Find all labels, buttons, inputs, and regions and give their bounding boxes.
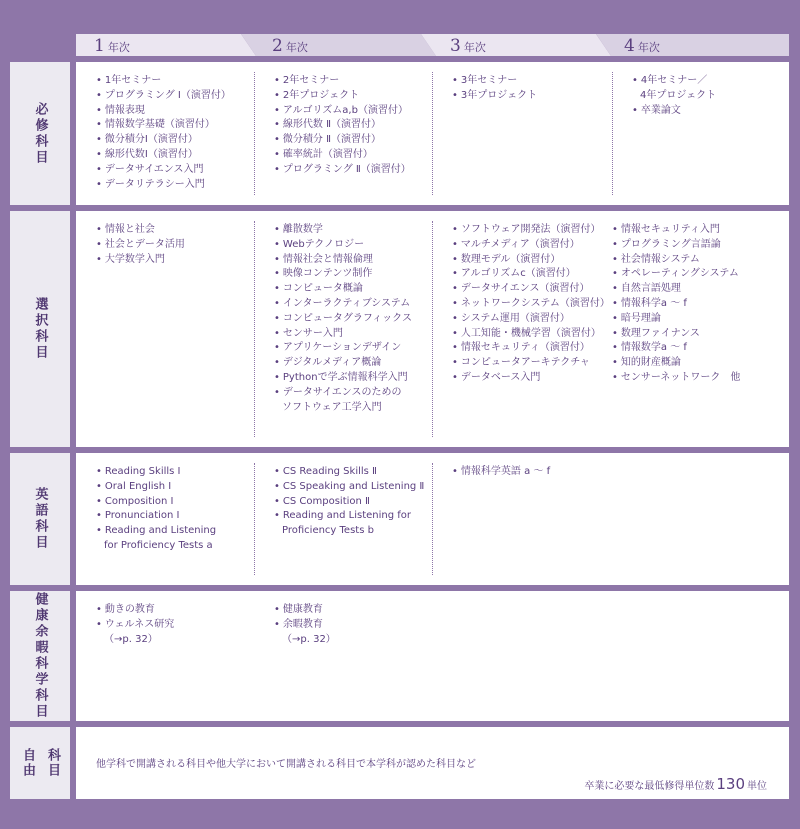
course-name: アルゴリズムa,b（演習付） [282,104,408,116]
course-name: （→p. 32） [104,633,158,645]
course-name: 大学数学入門 [104,253,165,265]
column-divider [254,463,255,575]
course-item [96,539,216,554]
course-item [274,238,412,253]
bullet-icon: • [96,480,102,492]
course-item [612,282,740,297]
bullet-icon: • [274,89,280,101]
course-name: CS Reading Skills Ⅱ [282,466,377,477]
course-item [452,341,610,356]
course-item [274,253,412,268]
course-item [452,312,610,327]
course-item [274,465,424,480]
course-name: コンピュータグラフィックス [282,312,413,324]
bullet-icon: • [274,148,280,160]
course-item [96,133,231,148]
course-item [96,238,185,253]
course-item [96,465,216,480]
course-name: 知的財産概論 [620,357,681,369]
course-item [96,74,231,89]
column-divider [432,72,433,195]
elective-year4-list [612,223,740,386]
course-name: 情報表現 [104,104,145,116]
bullet-icon: • [452,238,458,250]
year-1-label: 1 年次 [94,36,130,56]
elective-courses-header: 選択科目 [10,211,70,447]
bullet-icon: • [612,297,618,309]
bullet-icon: • [96,253,102,265]
course-item [96,603,174,618]
course-name: ソフトウェア開発法（演習付） [460,224,601,235]
bullet-icon: • [274,238,280,250]
course-item [612,238,740,253]
course-name: プログラミング Ⅱ（演習付） [282,163,411,175]
bullet-icon: • [632,104,638,116]
course-item [274,282,412,297]
course-name: Webテクノロジー [282,238,365,250]
course-name: データサイエンス（演習付） [460,283,590,295]
course-item [274,89,411,104]
elective-year3-list [452,223,610,386]
course-name: 数理ファイナンス [620,327,700,339]
required-year2-list [274,74,411,178]
health-leisure-courses-body [76,591,789,721]
course-item [452,238,610,253]
year-4-label: 4 年次 [624,36,660,56]
bullet-icon: • [274,253,280,265]
course-name: 健康教育 [282,604,323,615]
bullet-icon: • [274,466,280,477]
course-item [612,327,740,342]
course-item [274,148,411,163]
required-courses-body [76,62,789,205]
bullet-icon: • [452,371,458,383]
elective-courses-row [10,211,789,447]
course-item [452,371,610,386]
year-3-label: 3 年次 [450,36,486,56]
bullet-icon: • [274,495,280,507]
bullet-icon: • [452,297,458,309]
course-item [274,603,336,618]
course-name: 線形代数 Ⅱ（演習付） [282,119,382,131]
english-year1-list [96,465,216,554]
course-name: 確率統計（演習付） [282,148,373,160]
bullet-icon: • [274,134,280,146]
course-item [452,253,610,268]
bullet-icon: • [452,312,458,324]
course-item [452,89,537,104]
course-item [612,297,740,312]
course-item [274,341,412,356]
course-item [274,401,412,416]
english-year3-list [452,465,550,480]
bullet-icon: • [274,618,280,630]
bullet-icon: • [274,224,280,235]
bullet-icon: • [452,89,458,101]
bullet-icon: • [96,104,102,116]
course-name: データリテラシー入門 [104,178,205,190]
course-item [274,524,424,539]
course-name: Reading and Listening for [282,510,412,522]
course-name: 数理モデル（演習付） [460,253,561,265]
course-item [274,104,411,119]
course-name: Pythonで学ぶ情報科学入門 [282,371,408,383]
required-courses-header: 必修科目 [10,62,70,205]
column-divider [254,221,255,437]
bullet-icon: • [274,604,280,615]
bullet-icon: • [96,119,102,131]
bullet-icon: • [612,342,618,354]
bullet-icon: • [96,148,102,160]
course-item [96,148,231,163]
column-divider [254,72,255,195]
course-name: Composition Ⅰ [104,495,174,507]
bullet-icon: • [612,238,618,250]
course-item [274,480,424,495]
bullet-icon: • [96,495,102,507]
bullet-icon: • [612,268,618,280]
course-item [274,618,336,633]
bullet-icon: • [274,480,280,492]
bullet-icon: • [274,386,280,398]
course-item [452,297,610,312]
required-year1-list [96,74,231,192]
bullet-icon: • [96,134,102,146]
course-name: Proficiency Tests b [282,525,374,537]
bullet-icon: • [274,371,280,383]
bullet-icon: • [274,163,280,175]
bullet-icon: • [612,327,618,339]
course-name: 微分積分 Ⅱ（演習付） [282,134,382,146]
bullet-icon: • [274,357,280,369]
course-item [96,633,174,648]
bullet-icon: • [274,268,280,280]
course-item [96,618,174,633]
course-name: 余暇教育 [282,618,323,630]
required-courses-row [10,62,789,205]
course-item [96,253,185,268]
course-item [452,465,550,480]
year-2-chevron [241,34,436,56]
course-item [96,118,231,133]
column-divider [612,72,613,195]
bullet-icon: • [274,75,280,86]
bullet-icon: • [452,342,458,354]
course-name: CS Composition Ⅱ [282,495,370,507]
free-courses-row [10,727,789,799]
bullet-icon: • [452,466,458,477]
course-name: データサイエンスのための [282,386,402,398]
health-leisure-courses-row [10,591,789,721]
bullet-icon: • [96,618,102,630]
course-item [612,223,740,238]
english-courses-header: 英語科目 [10,453,70,585]
bullet-icon: • [274,327,280,339]
course-name: （→p. 32） [282,633,336,645]
course-name: 動きの教育 [104,604,155,615]
bullet-icon: • [612,357,618,369]
year-header-bar [76,34,789,56]
bullet-icon: • [96,525,102,537]
course-name: 暗号理論 [620,312,661,324]
course-name: for Proficiency Tests a [104,539,213,551]
course-name: ネットワークシステム（演習付） [460,297,610,309]
course-name: 情報科学英語 a ～ f [460,466,551,477]
english-courses-row [10,453,789,585]
bullet-icon: • [452,357,458,369]
bullet-icon: • [274,342,280,354]
course-item [96,524,216,539]
elective-year2-list [274,223,412,415]
course-item [274,163,411,178]
course-name: 2年セミナー [282,75,340,86]
course-name: アルゴリズムc（演習付） [460,268,576,280]
bullet-icon: • [274,510,280,522]
course-name: ソフトウェア工学入門 [282,401,382,413]
course-name: プログラミング Ⅰ（演習付） [104,89,231,101]
bullet-icon: • [452,253,458,265]
english-courses-body [76,453,789,585]
course-name: 情報社会と情報倫理 [282,253,373,265]
course-name: マルチメディア（演習付） [460,238,580,250]
bullet-icon: • [96,238,102,250]
course-name: 社会情報システム [620,253,700,265]
course-name: 3年セミナー [460,75,518,86]
course-name: 情報セキュリティ入門 [620,224,720,235]
course-item [274,223,412,238]
course-name: ウェルネス研究 [104,618,175,630]
health-year1-list [96,603,174,647]
health-year2-list [274,603,336,647]
course-item [452,74,537,89]
bullet-icon: • [96,466,102,477]
elective-courses-body [76,211,789,447]
column-divider [432,221,433,437]
course-item [274,386,412,401]
course-item [632,104,716,119]
course-item [96,104,231,119]
course-item [632,89,716,104]
course-item [96,495,216,510]
course-name: Pronunciation Ⅰ [104,510,180,522]
course-item [274,267,412,282]
course-item [452,267,610,282]
course-item [274,74,411,89]
english-year2-list [274,465,424,539]
course-item [96,163,231,178]
bullet-icon: • [96,75,102,86]
course-name: 情報科学a ～ f [620,297,687,309]
course-item [274,495,424,510]
course-item [612,253,740,268]
course-item [612,371,740,386]
course-name: 映像コンテンツ制作 [282,268,373,280]
bullet-icon: • [274,104,280,116]
course-name: デジタルメディア概論 [282,357,382,369]
column-divider [432,463,433,575]
course-name: アプリケーションデザイン [282,342,402,354]
course-name: 自然言語処理 [620,283,681,295]
course-item [274,327,412,342]
course-item [274,312,412,327]
elective-year1-list [96,223,185,267]
course-item [274,633,336,648]
course-name: オペレーティングシステム [620,268,739,280]
course-name: 線形代数Ⅰ（演習付） [104,148,198,160]
bullet-icon: • [274,297,280,309]
year-chevrons [76,34,789,56]
course-item [274,371,412,386]
course-item [274,509,424,524]
course-item [274,356,412,371]
course-name: 卒業論文 [640,104,681,116]
year-2-label: 2 年次 [272,36,308,56]
course-item [96,89,231,104]
course-name: センサー入門 [282,327,343,339]
course-name: 情報数学a ～ f [620,342,687,354]
bullet-icon: • [96,89,102,101]
course-item [612,267,740,282]
course-name: 人工知能・機械学習（演習付） [460,327,601,339]
bullet-icon: • [96,163,102,175]
course-item [96,509,216,524]
course-name: Oral English Ⅰ [104,480,172,492]
course-name: コンピュータアーキテクチャ [460,357,590,369]
graduation-credits: 卒業に必要な最低修得単位数 130 単位 [584,775,767,793]
course-name: 2年プロジェクト [282,89,360,101]
required-year4-list [632,74,716,118]
bullet-icon: • [612,283,618,295]
course-name: 微分積分Ⅰ（演習付） [104,134,198,146]
course-name: Reading Skills Ⅰ [104,466,181,477]
bullet-icon: • [274,283,280,295]
bullet-icon: • [274,119,280,131]
course-item [452,282,610,297]
course-name: CS Speaking and Listening Ⅱ [282,480,425,492]
course-item [612,312,740,327]
course-item [452,223,610,238]
course-name: 情報と社会 [104,224,155,235]
bullet-icon: • [612,312,618,324]
course-item [452,356,610,371]
course-item [274,118,411,133]
course-name: データサイエンス入門 [104,163,204,175]
course-name: Reading and Listening [104,525,217,537]
bullet-icon: • [452,75,458,86]
course-name: 離散数学 [282,224,323,235]
course-item [96,178,231,193]
bullet-icon: • [96,510,102,522]
course-name: コンピュータ概論 [282,283,363,295]
course-name: 情報数学基礎（演習付） [104,119,215,131]
course-item [612,341,740,356]
bullet-icon: • [96,224,102,235]
course-item [612,356,740,371]
free-courses-description: 他学科で開講される科目や他大学において開講される科目で本学科が認めた科目など [96,759,476,770]
course-name: システム運用（演習付） [460,312,570,324]
course-name: 情報セキュリティ（演習付） [460,342,590,354]
required-year3-list [452,74,537,104]
free-courses-body [76,727,789,799]
health-leisure-courses-header: 健康余暇科学科目 [10,591,70,721]
course-name: 社会とデータ活用 [104,238,185,250]
bullet-icon: • [452,268,458,280]
bullet-icon: • [274,312,280,324]
bullet-icon: • [632,75,638,86]
bullet-icon: • [452,283,458,295]
course-name: プログラミング言語論 [620,238,721,250]
course-name: 1年セミナー [104,75,162,86]
course-name: 4年プロジェクト [640,89,717,101]
course-item [96,223,185,238]
bullet-icon: • [612,253,618,265]
course-item [632,74,716,89]
bullet-icon: • [452,224,458,235]
bullet-icon: • [612,371,618,383]
course-item [274,297,412,312]
course-name: センサーネットワーク 他 [620,371,741,383]
course-name: データベース入門 [460,371,541,383]
course-name: インターラクティブシステム [282,297,411,309]
course-name: 4年セミナー／ [640,75,708,86]
course-item [274,133,411,148]
course-item [96,480,216,495]
course-item [452,327,610,342]
course-name: 3年プロジェクト [460,89,538,101]
bullet-icon: • [96,178,102,190]
bullet-icon: • [452,327,458,339]
bullet-icon: • [612,224,618,235]
free-courses-header: 自由 科目 [10,727,70,799]
bullet-icon: • [96,604,102,615]
